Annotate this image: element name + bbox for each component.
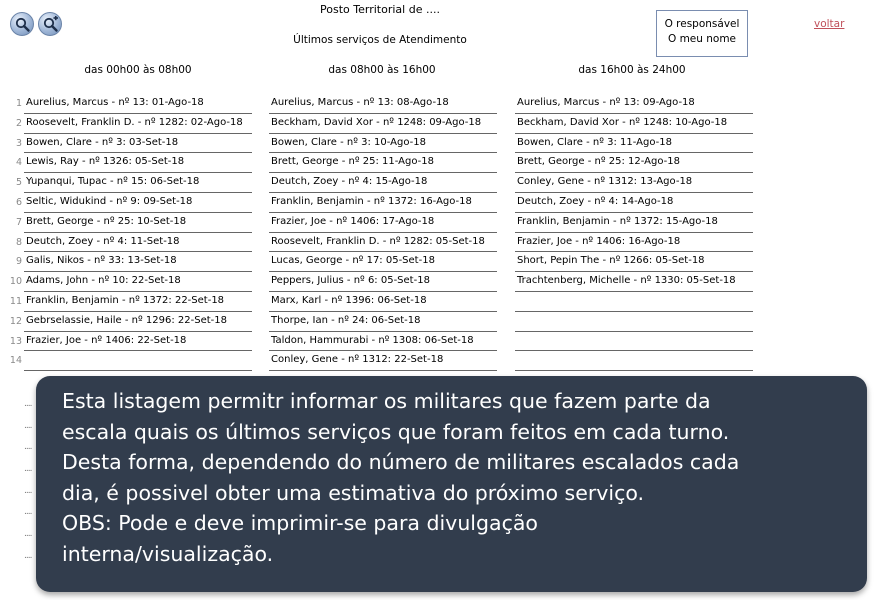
service-entry: Peppers, Julius - nº 6: 05-Set-18 <box>269 272 497 292</box>
service-entry: Conley, Gene - nº 1312: 13-Ago-18 <box>515 173 753 193</box>
service-entry: Deutch, Zoey - nº 4: 15-Ago-18 <box>269 173 497 193</box>
row-number: 7 <box>15 216 22 228</box>
service-entry: Marx, Karl - nº 1396: 06-Set-18 <box>269 292 497 312</box>
dot-divider: .... <box>24 420 32 431</box>
back-link[interactable]: voltar <box>814 18 845 30</box>
row-number-column <box>4 94 22 371</box>
tooltip-line: dia, é possivel obter uma estimativa do próximo serviço. <box>62 480 645 505</box>
zoom-in-icon <box>14 16 32 34</box>
service-entry <box>24 351 252 371</box>
shift-header-16-24: das 16h00 às 24h00 <box>578 64 686 76</box>
row-number: 4 <box>15 157 22 169</box>
row-number: 14 <box>9 355 22 367</box>
service-entry: Adams, John - nº 10: 22-Set-18 <box>24 272 252 292</box>
service-entry: Brett, George - nº 25: 10-Set-18 <box>24 213 252 233</box>
shift-list-16-24 <box>515 94 753 371</box>
info-tooltip <box>36 376 867 592</box>
dot-divider: .... <box>24 485 32 496</box>
row-number: 11 <box>9 295 22 307</box>
continuation-dots <box>24 398 32 572</box>
service-entry: Aurelius, Marcus - nº 13: 08-Ago-18 <box>269 94 497 114</box>
shift-header-08-16: das 08h00 às 16h00 <box>328 64 436 76</box>
service-entry: Franklin, Benjamin - nº 1372: 15-Ago-18 <box>515 213 753 233</box>
service-entry: Gebrselassie, Haile - nº 1296: 22-Set-18 <box>24 312 252 332</box>
shift-list-00-08 <box>24 94 252 371</box>
service-entry: Taldon, Hammurabi - nº 1308: 06-Set-18 <box>269 332 497 352</box>
tooltip-line: Esta listagem permitr informar os militares que fazem parte da <box>62 389 711 413</box>
service-entry: Roosevelt, Franklin D. - nº 1282: 05-Set-18 <box>269 233 497 253</box>
service-entry: Galis, Nikos - nº 33: 13-Set-18 <box>24 252 252 272</box>
service-entry: Brett, George - nº 25: 12-Ago-18 <box>515 153 753 173</box>
shift-list-08-16 <box>269 94 497 371</box>
service-entry: Deutch, Zoey - nº 4: 14-Ago-18 <box>515 193 753 213</box>
service-entry: Aurelius, Marcus - nº 13: 01-Ago-18 <box>24 94 252 114</box>
dot-divider: .... <box>24 399 32 409</box>
service-entry: Bowen, Clare - nº 3: 03-Set-18 <box>24 134 252 154</box>
service-entry: Frazier, Joe - nº 1406: 17-Ago-18 <box>269 213 497 233</box>
dot-divider: .... <box>24 464 32 475</box>
row-number: 3 <box>15 137 22 149</box>
row-number: 10 <box>9 276 22 288</box>
row-number: 2 <box>15 117 22 129</box>
tooltip-line: OBS: Pode e deve imprimir-se para divulgação <box>62 511 538 535</box>
service-entry: Roosevelt, Franklin D. - nº 1282: 02-Ago-18 <box>24 114 252 134</box>
tooltip-line: escala quais os últimos serviços que foram feitos em cada turno. <box>62 419 730 444</box>
service-entry <box>515 292 753 312</box>
service-entry: Seltic, Widukind - nº 9: 09-Set-18 <box>24 193 252 213</box>
service-entry <box>515 351 753 371</box>
service-entry: Yupanqui, Tupac - nº 15: 06-Set-18 <box>24 173 252 193</box>
service-entry: Lewis, Ray - nº 1326: 05-Set-18 <box>24 153 252 173</box>
dot-divider: .... <box>24 529 32 540</box>
service-entry: Brett, George - nº 25: 11-Ago-18 <box>269 153 497 173</box>
row-number: 9 <box>15 256 22 268</box>
service-entry: Short, Pepin The - nº 1266: 05-Set-18 <box>515 252 753 272</box>
service-entry: Beckham, David Xor - nº 1248: 10-Ago-18 <box>515 114 753 134</box>
responsible-box <box>656 10 748 57</box>
zoom-out-icon <box>42 16 60 34</box>
dot-divider: .... <box>24 550 32 561</box>
service-entry: Bowen, Clare - nº 3: 10-Ago-18 <box>269 134 497 154</box>
service-entry <box>515 312 753 332</box>
row-number: 5 <box>15 177 22 189</box>
row-number: 12 <box>9 315 22 327</box>
responsible-label: O responsável <box>664 18 740 30</box>
row-number: 1 <box>15 98 22 109</box>
service-entry: Deutch, Zoey - nº 4: 11-Set-18 <box>24 233 252 253</box>
page-subtitle: Últimos serviços de Atendimento <box>293 34 467 46</box>
tooltip-line: interna/visualização. <box>62 541 274 566</box>
service-entry: Franklin, Benjamin - nº 1372: 22-Set-18 <box>24 292 252 312</box>
service-entry: Thorpe, Ian - nº 24: 06-Set-18 <box>269 312 497 332</box>
service-entry <box>515 332 753 352</box>
row-number: 6 <box>15 196 22 208</box>
tooltip-line: Desta forma, dependendo do número de militares escalados cada <box>62 450 740 474</box>
row-number: 13 <box>9 335 22 347</box>
responsible-name: O meu nome <box>667 33 737 45</box>
shift-header-00-08: das 00h00 às 08h00 <box>84 64 192 76</box>
service-entry: Frazier, Joe - nº 1406: 22-Set-18 <box>24 332 252 352</box>
service-entry: Bowen, Clare - nº 3: 11-Ago-18 <box>515 134 753 154</box>
row-number: 8 <box>15 236 22 248</box>
service-entry: Trachtenberg, Michelle - nº 1330: 05-Set-18 <box>515 272 753 292</box>
dot-divider: .... <box>24 442 32 453</box>
service-entry: Conley, Gene - nº 1312: 22-Set-18 <box>269 351 497 371</box>
service-entry: Frazier, Joe - nº 1406: 16-Ago-18 <box>515 233 753 253</box>
service-entry: Beckham, David Xor - nº 1248: 09-Ago-18 <box>269 114 497 134</box>
service-entry: Lucas, George - nº 17: 05-Set-18 <box>269 252 497 272</box>
service-entry: Aurelius, Marcus - nº 13: 09-Ago-18 <box>515 94 753 114</box>
page-title: Posto Territorial de .... <box>320 3 440 16</box>
service-entry: Franklin, Benjamin - nº 1372: 16-Ago-18 <box>269 193 497 213</box>
dot-divider: .... <box>24 507 32 518</box>
